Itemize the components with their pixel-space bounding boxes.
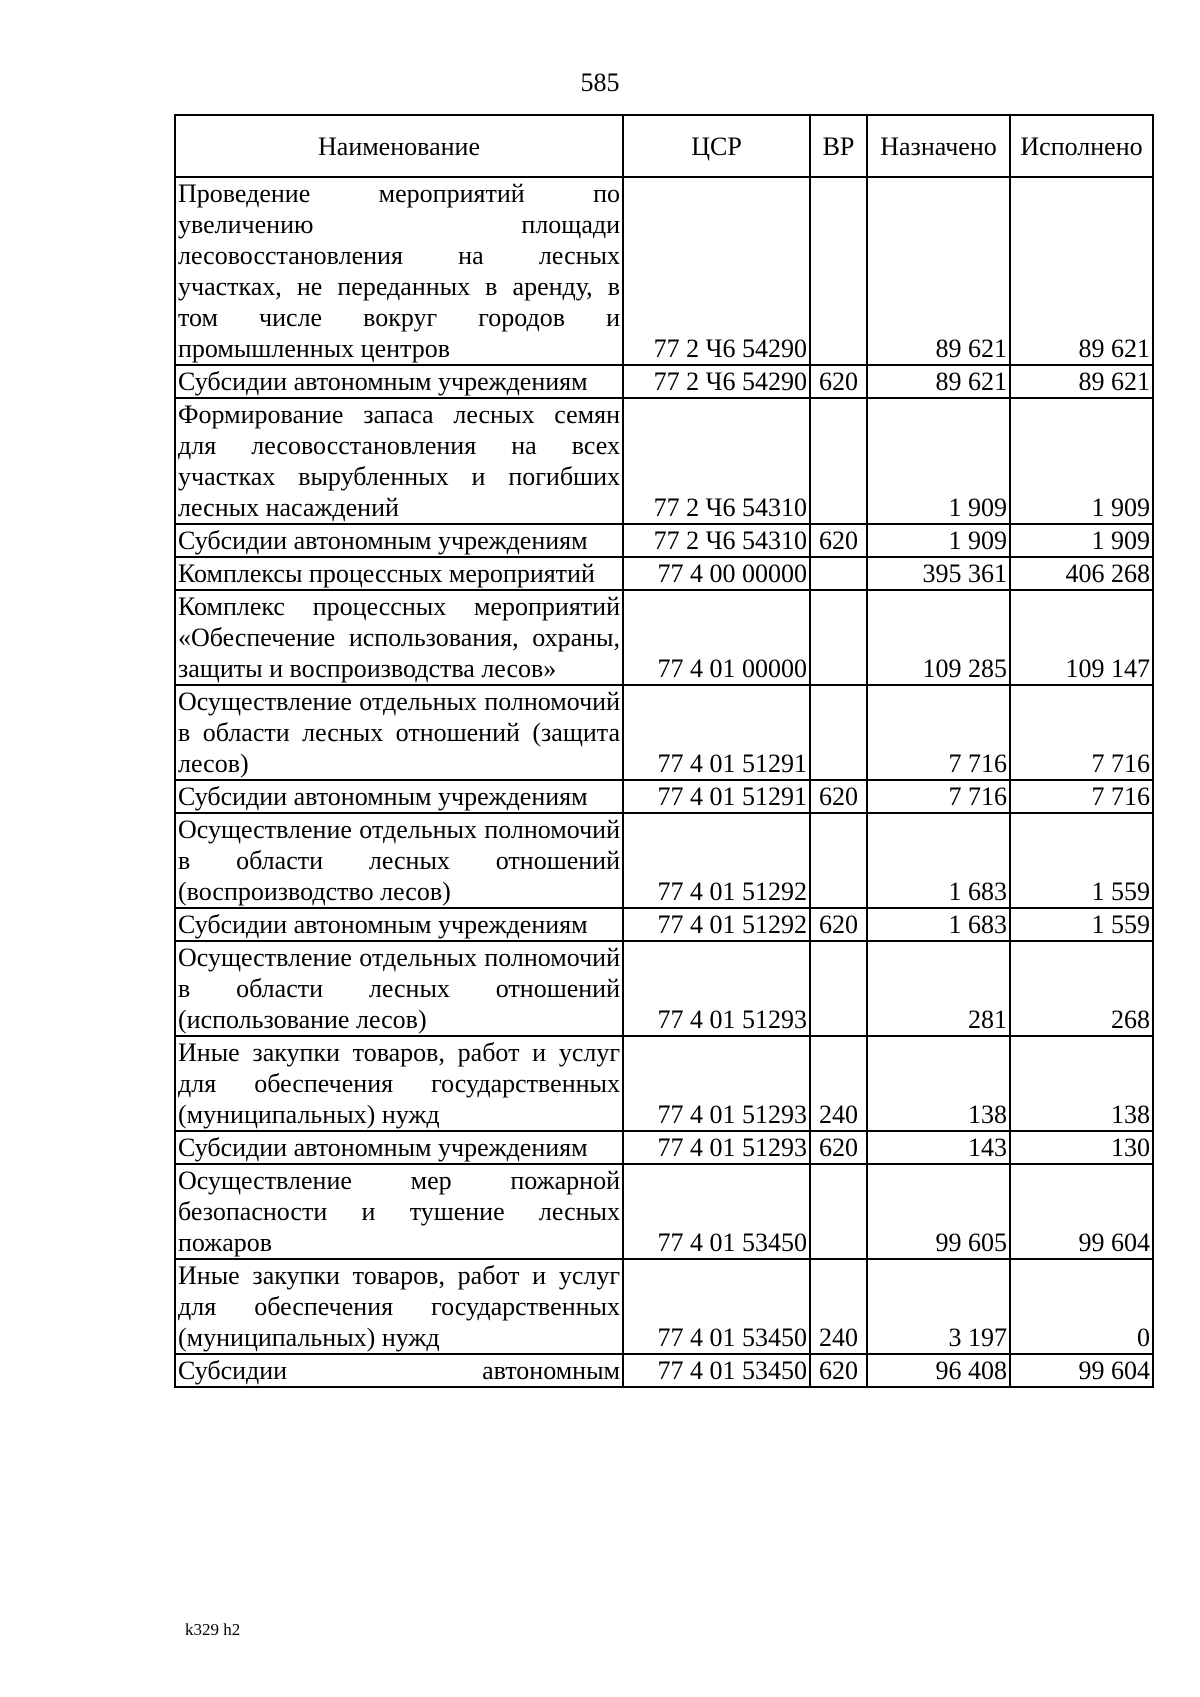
table-row: [175, 813, 1153, 908]
table-row: [175, 941, 1153, 1036]
row-name-cell: Субсидии автономным учреждениям: [175, 524, 623, 557]
row-name-cell: Иные закупки товаров, работ и услуг для обеспечения государственных (муниципальных) нужд: [175, 1259, 623, 1354]
row-planned-cell: 109 285: [867, 590, 1010, 685]
row-executed-cell: 109 147: [1010, 590, 1153, 685]
header-vr: ВР: [810, 115, 867, 177]
row-vr-cell: [810, 590, 867, 685]
row-csr-cell: 77 4 01 00000: [623, 590, 810, 685]
row-csr-cell: 77 4 01 51293: [623, 1131, 810, 1164]
row-csr-cell: 77 4 01 51291: [623, 685, 810, 780]
row-vr-cell: 620: [810, 780, 867, 813]
table-row: [175, 557, 1153, 590]
row-name-cell: Субсидии автономным учреждениям: [175, 780, 623, 813]
row-planned-cell: 89 621: [867, 177, 1010, 365]
row-executed-cell: 138: [1010, 1036, 1153, 1131]
row-name-cell: Осуществление мер пожарной безопасности и тушение лесных пожаров: [175, 1164, 623, 1259]
row-csr-cell: 77 2 Ч6 54310: [623, 524, 810, 557]
table-row: [175, 1131, 1153, 1164]
row-vr-cell: 240: [810, 1259, 867, 1354]
row-csr-cell: 77 4 01 51291: [623, 780, 810, 813]
row-csr-cell: 77 4 01 51292: [623, 813, 810, 908]
row-csr-cell: 77 2 Ч6 54290: [623, 177, 810, 365]
row-name-cell: Субсидии автономным: [175, 1354, 623, 1387]
table-body: [175, 177, 1153, 1387]
row-planned-cell: 1 909: [867, 398, 1010, 524]
row-planned-cell: 143: [867, 1131, 1010, 1164]
row-csr-cell: 77 4 01 53450: [623, 1259, 810, 1354]
footer-code: k329 h2: [185, 1620, 241, 1639]
row-planned-cell: 1 683: [867, 813, 1010, 908]
row-csr-cell: 77 4 01 53450: [623, 1354, 810, 1387]
row-vr-cell: 620: [810, 1131, 867, 1164]
row-planned-cell: 1 909: [867, 524, 1010, 557]
row-name-cell: Осуществление отдельных полномочий в области лесных отношений (воспроизводство лесов): [175, 813, 623, 908]
row-executed-cell: 89 621: [1010, 365, 1153, 398]
row-vr-cell: [810, 1164, 867, 1259]
row-planned-cell: 395 361: [867, 557, 1010, 590]
row-csr-cell: 77 4 01 51293: [623, 941, 810, 1036]
row-vr-cell: 620: [810, 524, 867, 557]
row-planned-cell: 7 716: [867, 685, 1010, 780]
row-vr-cell: [810, 941, 867, 1036]
row-vr-cell: 620: [810, 1354, 867, 1387]
row-executed-cell: 268: [1010, 941, 1153, 1036]
table-row: [175, 1036, 1153, 1131]
row-csr-cell: 77 4 01 51293: [623, 1036, 810, 1131]
row-name-cell: Субсидии автономным учреждениям: [175, 1131, 623, 1164]
row-executed-cell: 99 604: [1010, 1164, 1153, 1259]
table-row: [175, 1354, 1153, 1387]
row-vr-cell: [810, 813, 867, 908]
row-vr-cell: 620: [810, 908, 867, 941]
row-vr-cell: 620: [810, 365, 867, 398]
table-row: [175, 780, 1153, 813]
table-row: [175, 1164, 1153, 1259]
table-row: [175, 398, 1153, 524]
row-name-cell: Субсидии автономным учреждениям: [175, 908, 623, 941]
table-row: [175, 1259, 1153, 1354]
row-csr-cell: 77 4 00 00000: [623, 557, 810, 590]
budget-table: [174, 114, 1154, 1388]
row-name-cell: Формирование запаса лесных семян для лесовосстановления на всех участках вырубленных и погибших лесных насаждений: [175, 398, 623, 524]
row-planned-cell: 1 683: [867, 908, 1010, 941]
row-planned-cell: 3 197: [867, 1259, 1010, 1354]
row-planned-cell: 89 621: [867, 365, 1010, 398]
row-executed-cell: 99 604: [1010, 1354, 1153, 1387]
table-row: [175, 908, 1153, 941]
row-executed-cell: 1 559: [1010, 813, 1153, 908]
row-csr-cell: 77 4 01 51292: [623, 908, 810, 941]
row-csr-cell: 77 2 Ч6 54290: [623, 365, 810, 398]
row-executed-cell: 130: [1010, 1131, 1153, 1164]
row-vr-cell: [810, 685, 867, 780]
row-executed-cell: 1 909: [1010, 524, 1153, 557]
table-row: [175, 685, 1153, 780]
row-planned-cell: 138: [867, 1036, 1010, 1131]
row-vr-cell: 240: [810, 1036, 867, 1131]
row-name-cell: Комплексы процессных мероприятий: [175, 557, 623, 590]
row-name-cell: Иные закупки товаров, работ и услуг для обеспечения государственных (муниципальных) нужд: [175, 1036, 623, 1131]
row-planned-cell: 96 408: [867, 1354, 1010, 1387]
table-row: [175, 590, 1153, 685]
row-vr-cell: [810, 557, 867, 590]
row-name-cell: Комплекс процессных мероприятий «Обеспечение использования, охраны, защиты и воспроизводства лесов»: [175, 590, 623, 685]
row-planned-cell: 7 716: [867, 780, 1010, 813]
row-executed-cell: 7 716: [1010, 780, 1153, 813]
table-header-row: [175, 115, 1153, 177]
table-row: [175, 177, 1153, 365]
row-planned-cell: 99 605: [867, 1164, 1010, 1259]
row-name-cell: Осуществление отдельных полномочий в области лесных отношений (использование лесов): [175, 941, 623, 1036]
header-executed: Исполнено: [1010, 115, 1153, 177]
row-planned-cell: 281: [867, 941, 1010, 1036]
row-name-cell: Проведение мероприятий по увеличению площади лесовосстановления на лесных участках, не переданных в аренду, в том числе вокруг городов и промышленных центров: [175, 177, 623, 365]
row-executed-cell: 89 621: [1010, 177, 1153, 365]
row-executed-cell: 1 909: [1010, 398, 1153, 524]
row-executed-cell: 406 268: [1010, 557, 1153, 590]
header-planned: Назначено: [867, 115, 1010, 177]
row-executed-cell: 1 559: [1010, 908, 1153, 941]
header-name: Наименование: [175, 115, 623, 177]
row-vr-cell: [810, 398, 867, 524]
row-csr-cell: 77 4 01 53450: [623, 1164, 810, 1259]
row-executed-cell: 7 716: [1010, 685, 1153, 780]
page-number: 585: [580, 68, 620, 97]
table-row: [175, 524, 1153, 557]
table-row: [175, 365, 1153, 398]
header-csr: ЦСР: [623, 115, 810, 177]
row-name-cell: Субсидии автономным учреждениям: [175, 365, 623, 398]
row-name-cell: Осуществление отдельных полномочий в области лесных отношений (защита лесов): [175, 685, 623, 780]
row-executed-cell: 0: [1010, 1259, 1153, 1354]
row-vr-cell: [810, 177, 867, 365]
row-csr-cell: 77 2 Ч6 54310: [623, 398, 810, 524]
